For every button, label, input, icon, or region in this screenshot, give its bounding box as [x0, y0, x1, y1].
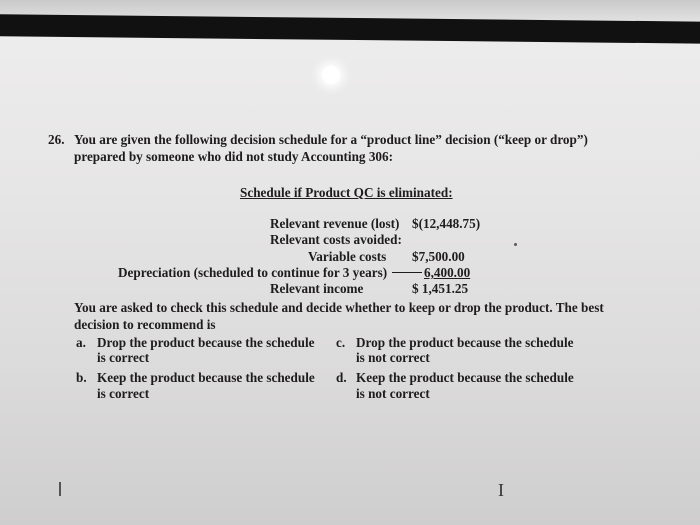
paper-speck	[514, 243, 517, 246]
option-d-letter: d.	[336, 370, 347, 385]
schedule-row-label: Depreciation (scheduled to continue for 3 years)	[118, 265, 388, 280]
option-b-text-2: is correct	[97, 386, 150, 401]
option-c-text: Drop the product because the schedule	[356, 335, 574, 350]
option-c-letter: c.	[336, 335, 346, 350]
option-a-text: Drop the product because the schedule	[97, 335, 315, 350]
option-b-letter: b.	[76, 370, 87, 385]
schedule-row-value: $(12,448.75)	[412, 216, 481, 231]
margin-mark	[59, 482, 61, 496]
schedule-row-label: Relevant costs avoided:	[270, 232, 402, 247]
option-c-text-2: is not correct	[356, 350, 430, 365]
prompt-line-1: You are asked to check this schedule and decide whether to keep or drop the product. The best	[74, 300, 604, 315]
option-a-letter: a.	[76, 335, 86, 350]
option-d-text: Keep the product because the schedule	[356, 370, 574, 385]
option-d-text-2: is not correct	[356, 386, 430, 401]
prompt-line-2: decision to recommend is	[74, 317, 216, 332]
question-line-2: prepared by someone who did not study Accounting 306:	[74, 149, 393, 164]
schedule-row-label: Relevant revenue (lost)	[270, 216, 400, 231]
schedule-row-value: $7,500.00	[412, 249, 465, 264]
text-cursor-icon: I	[498, 480, 504, 500]
option-a-text-2: is correct	[97, 350, 150, 365]
schedule-row-label: Relevant income	[270, 281, 364, 296]
schedule-title: Schedule if Product QC is eliminated:	[240, 185, 453, 200]
question-line-1: You are given the following decision schedule for a “product line” decision (“keep or drop”)	[74, 132, 588, 147]
light-glare	[322, 66, 340, 84]
underline-blank	[392, 272, 422, 273]
option-b-text: Keep the product because the schedule	[97, 370, 315, 385]
schedule-row-label: Variable costs	[308, 249, 387, 264]
schedule-row-value: 6,400.00	[424, 265, 471, 280]
question-number: 26.	[48, 132, 65, 147]
schedule-row-value: $ 1,451.25	[412, 281, 469, 296]
